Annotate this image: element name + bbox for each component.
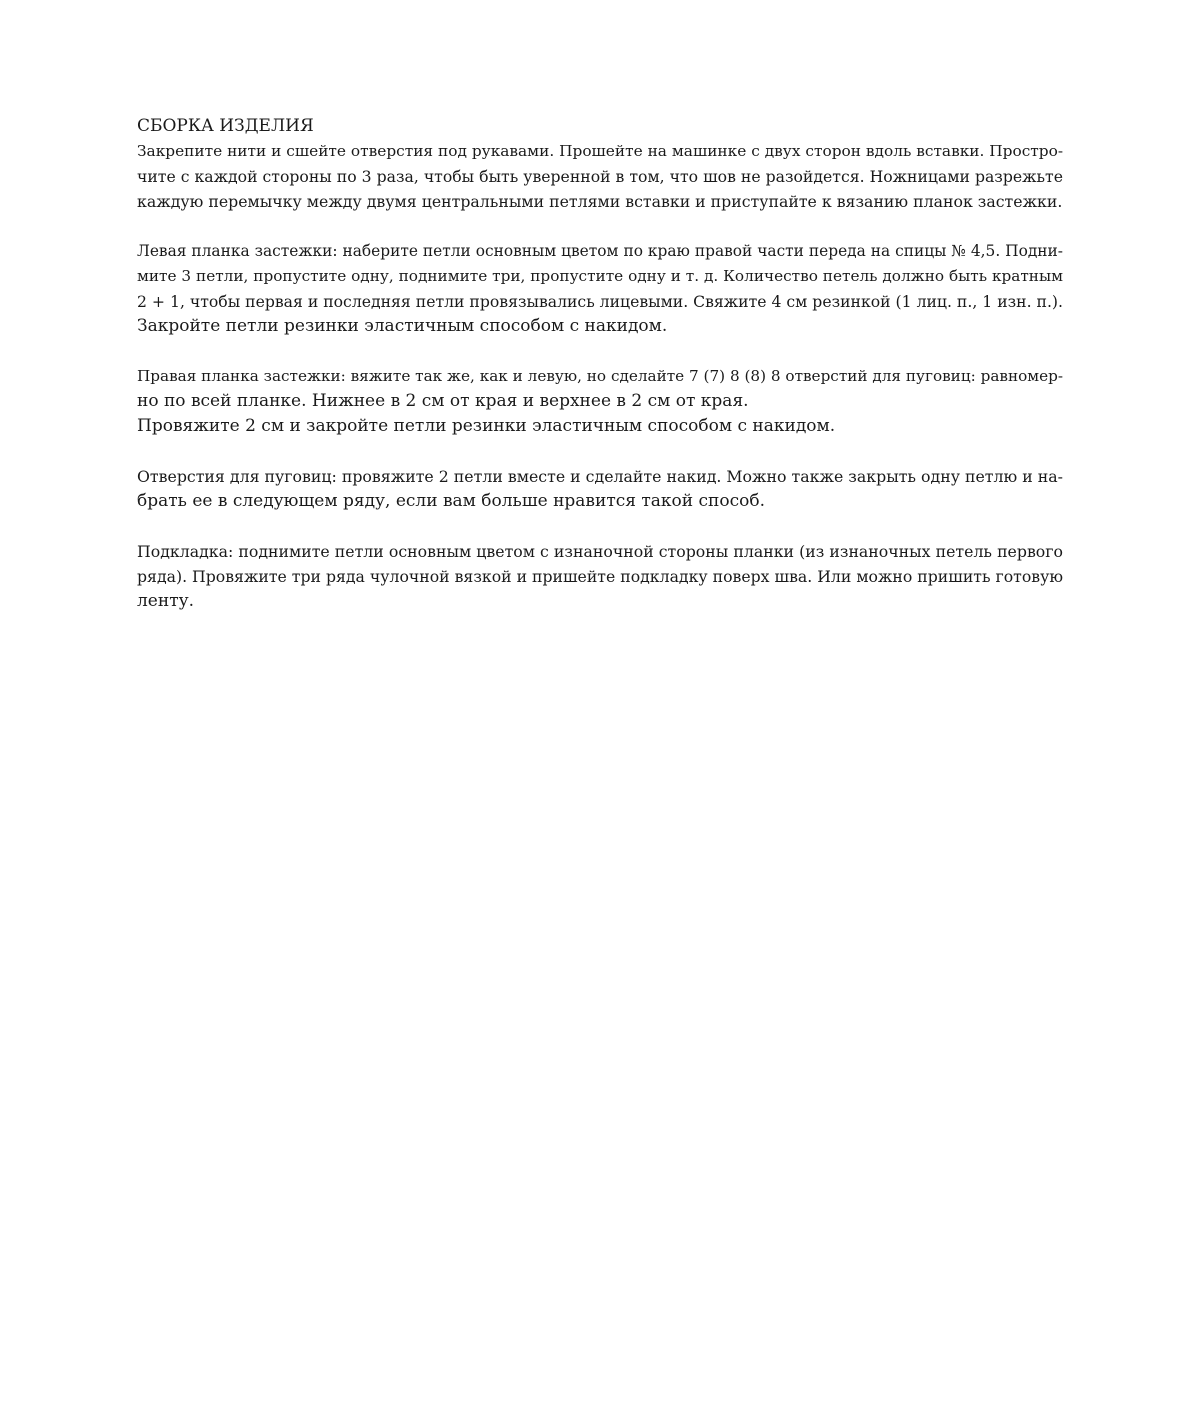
paragraph-line: Подкладка: поднимите петли основным цветом с изнаночной стороны планки (из изнаночных петель первого <box>137 542 1063 561</box>
paragraph-assembly <box>137 139 1063 214</box>
section-heading: СБОРКА ИЗДЕЛИЯ <box>137 116 314 136</box>
paragraph-line: Закройте петли резинки эластичным способом с накидом. <box>137 316 668 336</box>
paragraph-line: чите с каждой стороны по 3 раза, чтобы быть уверенной в том, что шов не разойдется. Ножницами разрежьте <box>137 167 1063 186</box>
paragraph-spacer <box>137 214 1063 239</box>
paragraph-line: Правая планка застежки: вяжите так же, как и левую, но сделайте 7 (7) 8 (8) 8 отверстий для пуговиц: равномер- <box>137 367 1063 385</box>
paragraph-line: мите 3 петли, пропустите одну, поднимите три, пропустите одну и т. д. Количество петель должно быть кратным <box>137 267 1063 285</box>
paragraph-spacer <box>137 339 1063 364</box>
paragraph-line: ряда). Провяжите три ряда чулочной вязкой и пришейте подкладку поверх шва. Или можно пришить готовую <box>137 567 1064 586</box>
paragraph-line: Провяжите 2 см и закройте петли резинки эластичным способом с накидом. <box>137 416 836 436</box>
paragraph-line: ленту. <box>137 591 195 611</box>
document-body <box>137 114 1063 614</box>
paragraph-buttonholes <box>137 464 1063 514</box>
paragraph-lining <box>137 539 1063 614</box>
paragraph-left-placket <box>137 239 1063 339</box>
paragraph-line: каждую перемычку между двумя центральными петлями вставки и приступайте к вязанию планок застежки. <box>137 192 1063 211</box>
paragraph-line: Закрепите нити и сшейте отверстия под рукавами. Прошейте на машинке с двух сторон вдоль вставки. Простро- <box>137 142 1063 160</box>
paragraph-spacer <box>137 439 1063 464</box>
paragraph-line: Отверстия для пуговиц: провяжите 2 петли вместе и сделайте накид. Можно также закрыть одну петлю и на- <box>137 467 1063 486</box>
paragraph-line: Левая планка застежки: наберите петли основным цветом по краю правой части переда на спицы № 4,5. Подни- <box>137 242 1063 260</box>
paragraph-right-placket <box>137 364 1063 439</box>
paragraph-line: 2 + 1, чтобы первая и последняя петли провязывались лицевыми. Свяжите 4 см резинкой (1 лиц. п., 1 изн. п.). <box>137 292 1063 311</box>
paragraph-line: брать ее в следующем ряду, если вам больше нравится такой способ. <box>137 491 766 511</box>
paragraph-line: но по всей планке. Нижнее в 2 см от края и верхнее в 2 см от края. <box>137 391 749 411</box>
paragraph-spacer <box>137 514 1063 539</box>
